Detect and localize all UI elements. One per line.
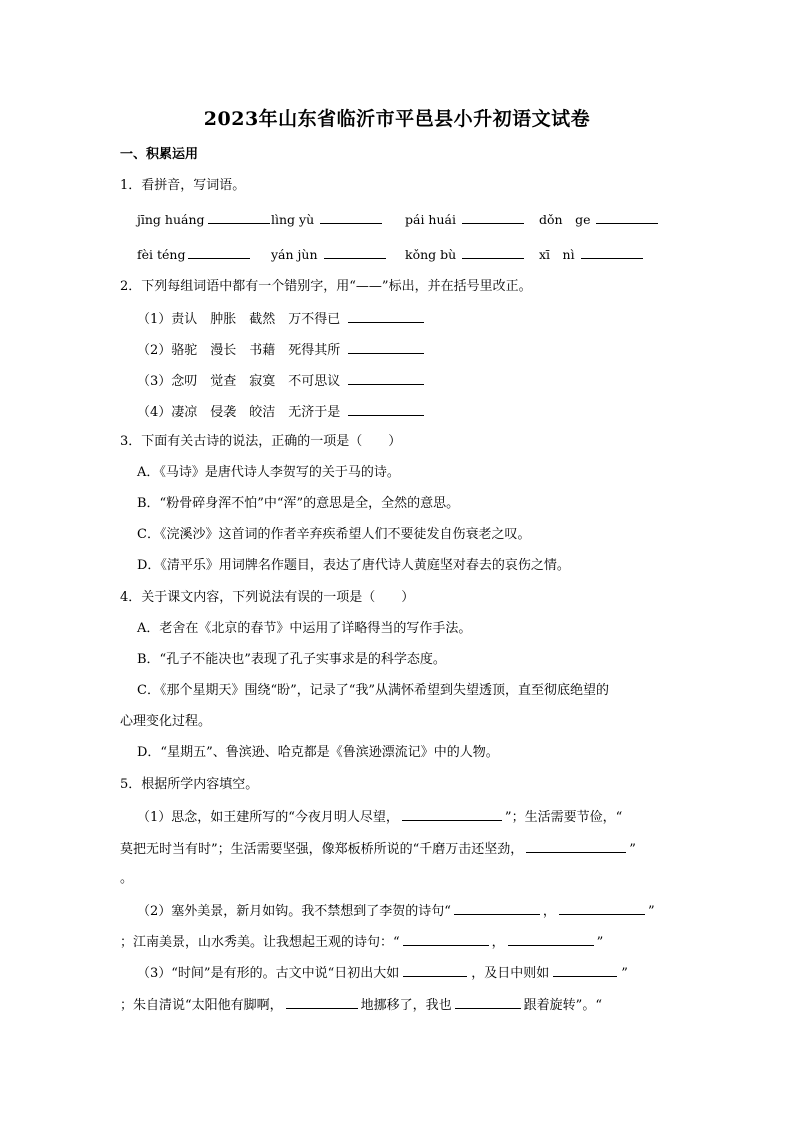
answer-blank[interactable] xyxy=(324,244,386,259)
answer-blank[interactable] xyxy=(402,806,502,821)
answer-blank[interactable] xyxy=(348,401,424,416)
word-group xyxy=(137,339,424,361)
option-d[interactable]: D．《清平乐》用词牌名作题目，表达了唐代诗人黄庭坚对春去的哀伤之情。 xyxy=(137,558,570,573)
answer-blank[interactable] xyxy=(320,209,382,224)
pinyin-text: xī nì xyxy=(539,247,575,262)
answer-blank[interactable] xyxy=(455,994,521,1009)
word-group xyxy=(137,308,424,330)
pinyin-text: dǒn ge xyxy=(539,212,591,227)
answer-blank[interactable] xyxy=(403,931,489,946)
fill-text: （2）塞外美景，新月如钩。我不禁想到了李贺的诗句“ xyxy=(137,904,451,919)
word-group-text: （1）责认 肿胀 截然 万不得已 xyxy=(137,312,341,327)
fill-line xyxy=(120,994,602,1016)
answer-blank[interactable] xyxy=(454,900,540,915)
fill-line xyxy=(137,900,655,922)
option-c[interactable]: C．《那个星期天》围绕“盼”，记录了“我”从满怀希望到失望透顶，直至彻底绝望的 xyxy=(137,683,610,698)
answer-blank[interactable] xyxy=(286,994,358,1009)
fill-line xyxy=(137,962,628,984)
answer-blank[interactable] xyxy=(403,962,467,977)
answer-blank[interactable] xyxy=(508,931,594,946)
pinyin-item xyxy=(405,244,524,265)
fill-text: ”；生活需要节俭，“ xyxy=(504,810,623,825)
fill-text: （3）“时间”是有形的。古文中说“日初出大如 xyxy=(137,966,400,981)
fill-line xyxy=(120,931,603,953)
fill-text: 跟着旋转”。“ xyxy=(523,998,602,1013)
answer-blank[interactable] xyxy=(462,244,524,259)
pinyin-text: kǒng bù xyxy=(405,247,457,262)
pinyin-item xyxy=(405,209,524,230)
word-group xyxy=(137,401,424,423)
fill-text: ，及日中则如 xyxy=(471,966,550,981)
pinyin-text: pái huái xyxy=(405,212,456,227)
page-title: 2023年山东省临沂市平邑县小升初语文试卷 xyxy=(203,108,591,130)
word-group-text: （4）凄凉 侵袭 皎洁 无济于是 xyxy=(137,405,341,420)
option-b[interactable]: B．“粉骨碎身浑不怕”中“浑”的意思是全，全然的意思。 xyxy=(137,496,460,511)
answer-blank[interactable] xyxy=(553,962,617,977)
fill-text: ” xyxy=(629,842,636,857)
option-d[interactable]: D．“星期五”、鲁滨逊、哈克都是《鲁滨逊漂流记》中的人物。 xyxy=(137,745,499,760)
fill-text: ；江南美景，山水秀美。让我想起王观的诗句：“ xyxy=(120,935,400,950)
fill-line xyxy=(120,838,636,860)
fill-line: 。 xyxy=(120,871,134,886)
answer-blank[interactable] xyxy=(188,244,250,259)
fill-line xyxy=(137,806,622,828)
pinyin-item xyxy=(539,244,643,265)
fill-text: ；朱自清说“太阳他有脚啊， xyxy=(120,998,283,1013)
question-2-stem: 2．下列每组词语中都有一个错别字，用“——”标出，并在括号里改正。 xyxy=(120,279,532,294)
fill-text: 莫把无时当有时”；生活需要坚强，像郑板桥所说的“千磨万击还坚劲， xyxy=(120,842,524,857)
pinyin-text: jīng huáng xyxy=(137,212,205,227)
fill-text: 地挪移了，我也 xyxy=(360,998,452,1013)
answer-blank[interactable] xyxy=(462,209,524,224)
word-group-text: （3）念叨 觉查 寂寞 不可思议 xyxy=(137,374,341,389)
question-3-stem: 3．下面有关古诗的说法，正确的一项是（ ） xyxy=(120,434,402,449)
pinyin-text: lìng yù xyxy=(271,212,315,227)
fill-text: ， xyxy=(542,904,556,919)
pinyin-item xyxy=(539,209,658,230)
pinyin-text: fèi téng xyxy=(137,247,186,262)
option-c[interactable]: C．《浣溪沙》这首词的作者辛弃疾希望人们不要徒发自伤衰老之叹。 xyxy=(137,527,531,542)
section-heading: 一、积累运用 xyxy=(120,147,199,162)
question-1-stem: 1．看拼音，写词语。 xyxy=(120,178,246,193)
answer-blank[interactable] xyxy=(596,209,658,224)
option-b[interactable]: B．“孔子不能决也”表现了孔子实事求是的科学态度。 xyxy=(137,652,446,667)
fill-text: ” xyxy=(596,935,604,950)
question-4-stem: 4．关于课文内容，下列说法有误的一项是（ ） xyxy=(120,590,415,605)
answer-blank[interactable] xyxy=(581,244,643,259)
word-group-text: （2）骆驼 漫长 书藉 死得其所 xyxy=(137,343,341,358)
pinyin-item xyxy=(271,209,382,230)
option-a[interactable]: A．老舍在《北京的春节》中运用了详略得当的写作手法。 xyxy=(137,621,472,636)
pinyin-item xyxy=(271,244,386,265)
answer-blank[interactable] xyxy=(526,838,626,853)
word-group xyxy=(137,370,424,392)
question-5-stem: 5．根据所学内容填空。 xyxy=(120,777,259,792)
answer-blank[interactable] xyxy=(559,900,645,915)
pinyin-item xyxy=(137,244,250,265)
answer-blank[interactable] xyxy=(348,308,424,323)
fill-text: （1）思念，如王建所写的“今夜月明人尽望， xyxy=(137,810,399,825)
answer-blank[interactable] xyxy=(348,370,424,385)
pinyin-text: yán jùn xyxy=(271,247,318,262)
pinyin-item xyxy=(137,209,270,230)
answer-blank[interactable] xyxy=(348,339,424,354)
option-a[interactable]: A．《马诗》是唐代诗人李贺写的关于马的诗。 xyxy=(137,465,400,480)
option-c-continued: 心理变化过程。 xyxy=(120,714,212,729)
fill-text: ， xyxy=(491,935,505,950)
fill-text: ” xyxy=(647,904,655,919)
fill-text: ” xyxy=(621,966,628,981)
answer-blank[interactable] xyxy=(208,209,270,224)
